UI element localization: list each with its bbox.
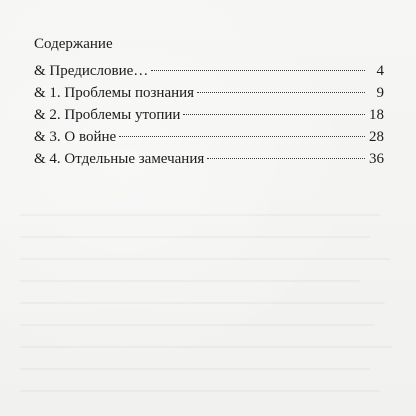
dot-leader xyxy=(197,92,365,93)
dot-leader xyxy=(183,114,365,115)
dot-leader xyxy=(119,136,365,137)
toc-entry-label: & 4. Отдельные замечания xyxy=(34,151,205,167)
toc-entry-chapter-1 xyxy=(34,82,384,104)
dot-leader xyxy=(207,158,365,159)
page-texture xyxy=(20,214,380,216)
page-texture xyxy=(20,280,360,282)
page-texture xyxy=(20,390,380,392)
toc-entry-preface xyxy=(34,60,384,82)
toc-entry-page: 9 xyxy=(376,85,384,101)
toc-entry-page: 36 xyxy=(369,151,384,167)
table-of-contents xyxy=(34,60,384,170)
toc-entry-chapter-2 xyxy=(34,104,384,126)
toc-heading: Содержание xyxy=(34,36,113,52)
dot-leader xyxy=(151,70,365,71)
toc-entry-label: & 3. О войне xyxy=(34,129,117,145)
toc-entry-label: & 2. Проблемы утопии xyxy=(34,107,181,123)
toc-entry-label: & 1. Проблемы познания xyxy=(34,85,195,101)
toc-entry-page: 4 xyxy=(376,63,384,79)
toc-entry-chapter-3 xyxy=(34,126,384,148)
toc-entry-chapter-4 xyxy=(34,148,384,170)
page-texture xyxy=(20,346,392,348)
toc-entry-label: & Предисловие… xyxy=(34,63,149,79)
toc-entry-page: 28 xyxy=(369,129,384,145)
page-texture xyxy=(20,324,375,326)
page-texture xyxy=(20,236,370,238)
page-texture xyxy=(20,258,390,260)
toc-entry-page: 18 xyxy=(369,107,384,123)
page-texture xyxy=(20,368,370,370)
page-texture xyxy=(20,302,385,304)
